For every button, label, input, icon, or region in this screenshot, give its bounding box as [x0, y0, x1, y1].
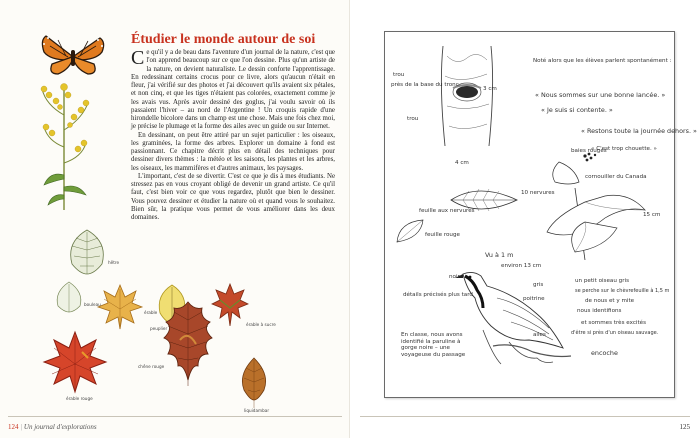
note-oiseau-3: de nous et y mite — [585, 298, 635, 304]
note-vu-header: Vu à 1 m — [485, 251, 514, 259]
note-noir: noir — [449, 274, 460, 280]
note-oiseau-6: d'être si près d'un oiseau sauvage. — [571, 330, 659, 336]
note-size-15: 15 cm — [643, 212, 661, 218]
caption-birch: bouleau — [84, 302, 101, 307]
quote-4: « C'est trop chouette. » — [591, 146, 657, 152]
folio-left — [8, 423, 97, 431]
paragraph-1-text: e qu'il y a de beau dans l'aventure d'un journal de la nature, c'est que l'on apprend beaucoup sur ce que l'on dessine. Plus qu'un artiste de la nature, on devient naturaliste. Le dessin conforte l'apprentissage. En redessinant certains crocus pour ce livre, alors qu'aucun n'était en fleur, j'ai vérifié sur des photos et j'ai découvert qu'ils avaient six pétales, et non cinq, et que les tiges n'étaient pas colorées, exactement comme je les avais vus. Après avoir dessiné des goglus, j'ai voulu savoir où ils passaient l'hiver – au nord de l'Argentine ! Un croquis rapide d'une hirondelle bicolore dans un champ est une chose. Mais une fois chez moi, je précise le plumage et la forme des ailes avec un guide ou sur Internet. — [131, 49, 335, 131]
note-paruline: En classe, nous avons identifié la paruline à gorge noire – une voyageuse du passage — [401, 332, 466, 358]
note-feuille: feuille aux nervures — [419, 208, 475, 214]
quote-3: « Restons toute la journée dehors. » — [581, 127, 697, 135]
note-elytres: ailes — [533, 332, 546, 338]
goldenrod-illustration — [38, 75, 93, 210]
tree-trunk-hole-sketch — [437, 46, 497, 146]
note-oiseau-1: un petit oiseau gris — [575, 278, 629, 284]
note-encoche: encoche — [591, 349, 618, 357]
quote-1: « Nous sommes sur une bonne lancée. » — [535, 91, 666, 99]
note-oiseau-4: nous identifions — [577, 308, 622, 314]
caption-sweetgum: liquidambar — [244, 408, 270, 413]
note-berries: baies rouges — [571, 148, 607, 154]
chapter-heading: Étudier le monde autour de soi — [131, 32, 316, 47]
page-number-right: 125 — [679, 423, 690, 431]
body-text — [131, 49, 335, 222]
caption-small-maple: érable à sucre — [246, 322, 276, 327]
page-number-left: 124 — [8, 423, 19, 431]
note-trou-size: 3 cm — [483, 86, 497, 92]
bunchberry-sketch — [545, 152, 655, 262]
note-trou-label: trou — [407, 116, 419, 122]
note-leaf-size: 4 cm — [455, 160, 469, 166]
paragraph-3: L'important, c'est de se divertir. C'est ce que je dis à mes étudiants. Ne stressez pas en vous croyant obligé de devenir un grand artiste. Ce qu'il faut, c'est bien voir ce que vous regardez, plutôt que bien le dessiner. Vous pouvez dessiner et étudier la nature où et quand vous le souhaitez. Bien sûr, la pratique vous permet de vous améliorer dans les deux domaines. — [131, 172, 335, 221]
caption-oak: chêne rouge — [138, 364, 165, 369]
oak-leaf-illustration — [158, 300, 218, 386]
note-trou-title: trou — [393, 72, 405, 78]
caption-beech: hêtre — [108, 260, 120, 265]
sweetgum-leaf-illustration — [236, 356, 272, 408]
running-title: Un journal d'explorations — [23, 423, 97, 431]
caption-red-maple: érable rouge — [66, 396, 93, 401]
note-oiseau-5: et sommes très excités — [581, 320, 647, 326]
note-oiseau-2: se perche sur le chèvrefeuille à 1,5 m — [575, 288, 670, 294]
note-intro: Noté alors que les élèves parlent spontanément : — [533, 58, 672, 64]
note-poitrine: poitrine — [523, 296, 545, 302]
paragraph-2: En dessinant, on peut être attiré par un sujet particulier : les oiseaux, les graminées, la forme des arbres. Explorer un domaine à fond est passionnant. Ce chapitre décrit plus en détail des techniques pour dessiner divers thèmes : la météo et les saisons, les plantes et les arbres, les oiseaux, les mammifères et d'autres animaux, les paysages. — [131, 131, 335, 172]
note-veins: 10 nervures — [521, 190, 555, 196]
caption-yellow-maple: érable — [144, 310, 158, 315]
yellow-maple-leaf-illustration — [96, 283, 144, 331]
folio-rule-left — [8, 416, 342, 417]
paragraph-1 — [131, 49, 335, 132]
folio-separator: | — [20, 423, 22, 431]
note-environ: environ 13 cm — [501, 263, 542, 269]
sketchbook-page — [384, 31, 697, 398]
birch-leaf-illustration — [52, 280, 86, 314]
caption-poplar: peuplier — [150, 326, 168, 331]
red-maple-leaf-illustration — [42, 330, 108, 394]
folio-rule-right — [360, 416, 690, 417]
note-leaf-small: feuille rouge — [425, 232, 460, 238]
small-leaf-sketch — [395, 218, 425, 244]
beech-leaf-illustration — [62, 228, 112, 276]
note-cornouiller: cornouiller du Canada — [585, 174, 647, 180]
monarch-butterfly-illustration — [38, 30, 108, 80]
drop-cap: C — [131, 47, 145, 69]
note-trou-desc: près de la base du tronc — [391, 82, 459, 88]
note-gris: gris — [533, 282, 544, 288]
note-details: détails précisés plus tard — [403, 292, 473, 298]
warbler-bird-sketch — [453, 268, 573, 368]
quote-2: « Je suis si contente. » — [541, 106, 613, 114]
